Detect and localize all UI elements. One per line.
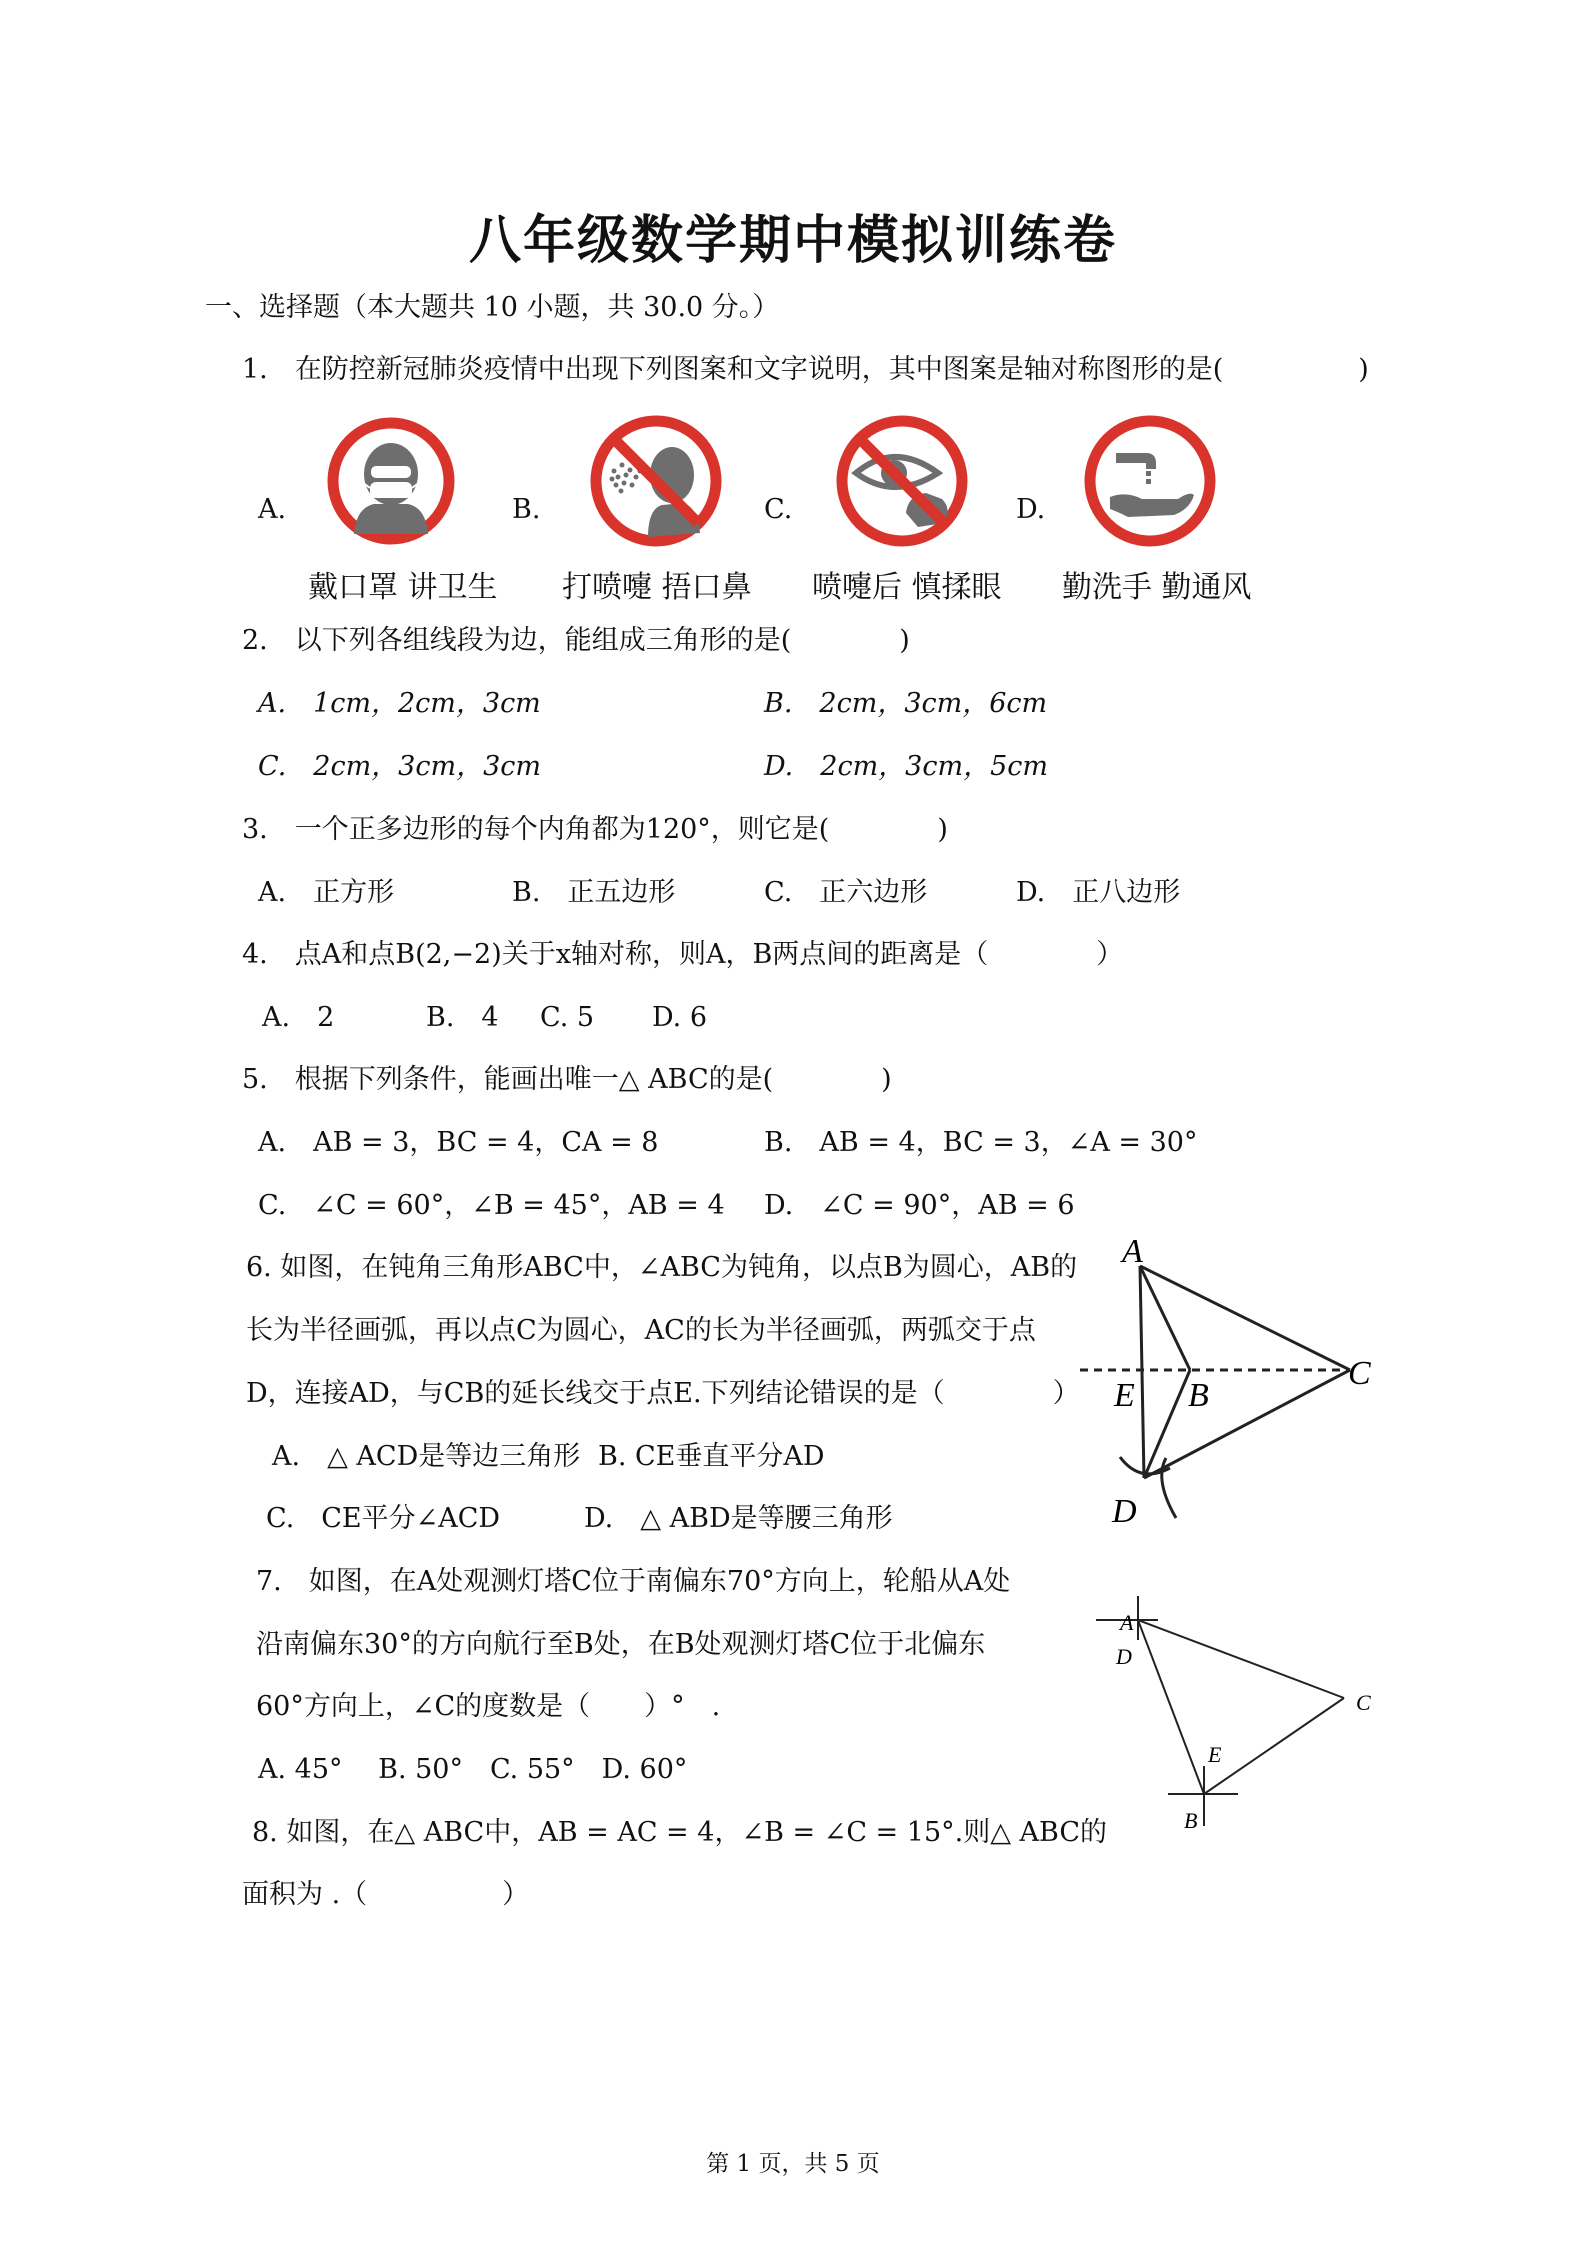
q1-option-b-label: B. — [512, 494, 541, 525]
q4-option-d: D. 6 — [652, 1002, 708, 1033]
question-2-stem: 2. 以下列各组线段为边，能组成三角形的是( ) — [242, 625, 910, 656]
hand-wash-icon — [1082, 413, 1218, 549]
no-sneeze-icon — [588, 413, 724, 549]
q7-label-c: C — [1356, 1690, 1371, 1715]
q7-label-e: E — [1208, 1742, 1222, 1767]
q5-option-b: B. AB = 4，BC = 3，∠A = 30° — [764, 1127, 1198, 1158]
question-1-stem: 1. 在防控新冠肺炎疫情中出现下列图案和文字说明，其中图案是轴对称图形的是( ) — [242, 354, 1369, 385]
question-4-stem: 4. 点A和点B(2,−2)关于x轴对称，则A，B两点间的距离是（ ） — [242, 939, 1124, 970]
q7-bearing-figure — [1056, 1590, 1386, 1850]
q7-label-b: B — [1184, 1808, 1198, 1833]
q6-option-c: C. CE平分∠ACD — [266, 1503, 501, 1534]
q4-option-b: B. 4 — [426, 1002, 499, 1033]
q3-option-a: A. 正方形 — [258, 877, 395, 908]
no-eye-rub-icon — [834, 413, 970, 549]
q4-option-a: A. 2 — [262, 1002, 335, 1033]
question-6-line-2: 长为半径画弧，再以点C为圆心，AC的长为半径画弧，两弧交于点 — [246, 1315, 1036, 1346]
q6-option-b: B. CE垂直平分AD — [598, 1441, 825, 1472]
q7-label-a: A — [1120, 1610, 1134, 1635]
q7-options: A. 45° B. 50° C. 55° D. 60° — [258, 1754, 688, 1785]
q6-label-c: C — [1348, 1355, 1371, 1392]
question-3-stem: 3. 一个正多边形的每个内角都为120°，则它是( ) — [242, 814, 948, 845]
q2-option-c: C. 2cm，3cm，3cm — [258, 751, 541, 782]
q6-option-d: D. △ ABD是等腰三角形 — [584, 1503, 893, 1534]
q1-option-a-caption: 戴口罩 讲卫生 — [308, 570, 498, 605]
q2-option-d: D. 2cm，3cm，5cm — [764, 751, 1048, 782]
q6-label-b: B — [1188, 1377, 1209, 1414]
page-footer: 第 1 页，共 5 页 — [706, 2151, 880, 2177]
question-5-stem: 5. 根据下列条件，能画出唯一△ ABC的是( ) — [242, 1064, 892, 1095]
question-6-line-1: 6. 如图，在钝角三角形ABC中，∠ABC为钝角，以点B为圆心，AB的 — [246, 1252, 1078, 1283]
q3-option-d: D. 正八边形 — [1016, 877, 1181, 908]
q1-option-d-caption: 勤洗手 勤通风 — [1062, 570, 1252, 605]
q2-option-a: A. 1cm，2cm，3cm — [258, 688, 541, 719]
question-6-line-3: D，连接AD，与CB的延长线交于点E.下列结论错误的是（ ） — [246, 1378, 1080, 1409]
q6-label-d: D — [1112, 1493, 1137, 1530]
q3-option-c: C. 正六边形 — [764, 877, 928, 908]
q5-option-a: A. AB = 3，BC = 4，CA = 8 — [258, 1127, 659, 1158]
q7-label-d: D — [1116, 1644, 1132, 1669]
q1-option-c-label: C. — [764, 494, 793, 525]
q1-option-d-label: D. — [1016, 494, 1046, 525]
question-8-line-2: 面积为 .（ ） — [242, 1879, 530, 1910]
q6-option-a: A. △ ACD是等边三角形 — [272, 1441, 581, 1472]
question-7-line-1: 7. 如图，在A处观测灯塔C位于南偏东70°方向上，轮船从A处 — [256, 1566, 1011, 1597]
q1-option-c-caption: 喷嚏后 慎揉眼 — [812, 570, 1002, 605]
q6-triangle-figure — [1070, 1232, 1400, 1532]
mask-face-icon — [326, 416, 456, 546]
q2-option-b: B. 2cm，3cm，6cm — [764, 688, 1048, 719]
question-7-line-3: 60°方向上，∠C的度数是（ ）° . — [256, 1691, 721, 1722]
q5-option-d: D. ∠C = 90°，AB = 6 — [764, 1190, 1075, 1221]
question-8-line-1: 8. 如图，在△ ABC中，AB = AC = 4，∠B = ∠C = 15°.则△ ABC的 — [252, 1817, 1108, 1848]
q6-label-a: A — [1122, 1233, 1143, 1270]
q1-option-b-caption: 打喷嚏 捂口鼻 — [562, 570, 752, 605]
q5-option-c: C. ∠C = 60°，∠B = 45°，AB = 4 — [258, 1190, 725, 1221]
q4-option-c: C. 5 — [540, 1002, 595, 1033]
q6-label-e: E — [1114, 1377, 1135, 1414]
section-heading: 一、选择题（本大题共 10 小题，共 30.0 分。） — [205, 292, 780, 323]
page-title: 八年级数学期中模拟训练卷 — [468, 211, 1117, 271]
question-7-line-2: 沿南偏东30°的方向航行至B处，在B处观测灯塔C位于北偏东 — [256, 1629, 986, 1660]
q1-option-a-label: A. — [258, 494, 287, 525]
q3-option-b: B. 正五边形 — [512, 877, 676, 908]
